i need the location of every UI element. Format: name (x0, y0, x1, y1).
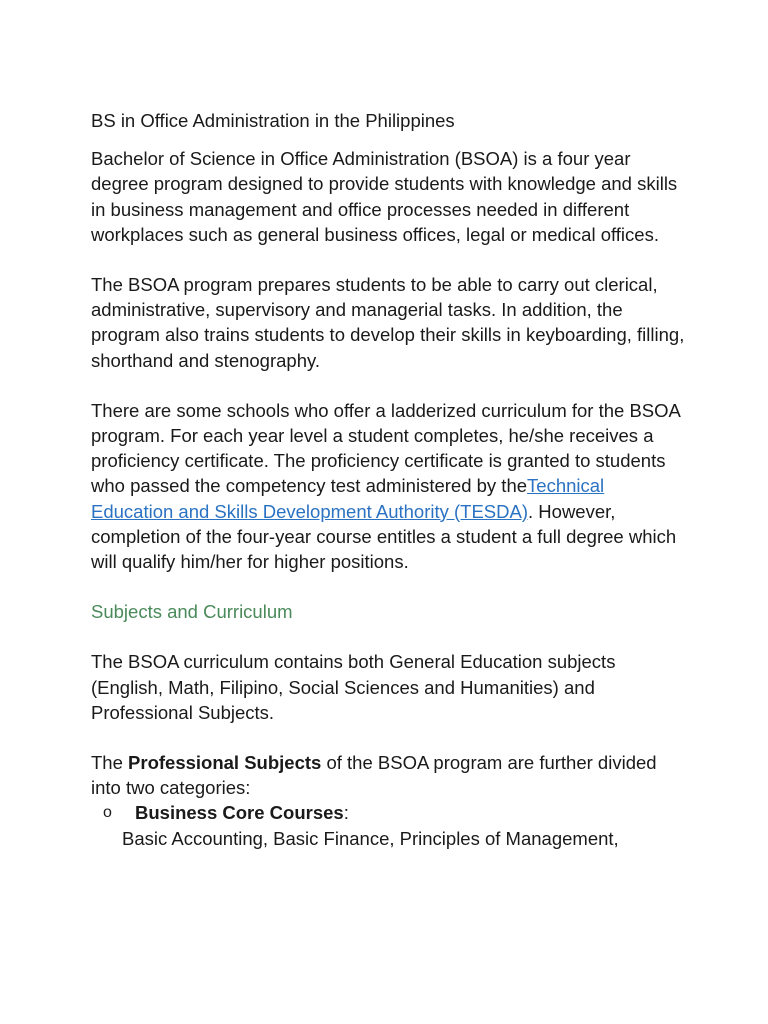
bullet-business-core (91, 800, 691, 825)
paragraph-curriculum: The BSOA curriculum contains both General Education subjects (English, Math, Filipino, Social Sciences and Humanities) and Professional Subjects. (91, 651, 616, 723)
paragraph-ladderized (91, 398, 691, 574)
ladderized-text-before: There are some schools who offer a ladderized curriculum for the BSOA program. For each year level a student completes, he/she receives a proficiency certificate. The proficiency certificate is granted to students who passed the competency test administered by the (91, 399, 680, 497)
bullet-marker-icon: o (103, 804, 112, 822)
document-page (91, 108, 691, 851)
professional-text-before: The (91, 752, 129, 774)
bullet-label: Business Core Courses (135, 802, 344, 824)
ladderized-text-after: . However, completion of the four-year course entitles a student a full degree which will qualify him/her for higher positions. (91, 500, 677, 573)
professional-text-after: of the BSOA program are further divided into two categories: (91, 752, 657, 799)
business-core-courses-list: Basic Accounting, Basic Finance, Principles of Management, (122, 827, 619, 849)
section-heading-subjects: Subjects and Curriculum (91, 601, 293, 623)
professional-subjects-bold: Professional Subjects (128, 752, 322, 774)
document-title: BS in Office Administration in the Philippines (91, 110, 455, 131)
tesda-link[interactable]: Technical Education and Skills Development Authority (TESDA) (91, 475, 605, 522)
paragraph-program-prepares: The BSOA program prepares students to be able to carry out clerical, administrative, supervisory and managerial tasks. In addition, the program also trains students to develop their skills in keyboarding, filling, shorthand and stenography. (91, 274, 685, 371)
paragraph-intro: Bachelor of Science in Office Administration (BSOA) is a four year degree program designed to provide students with knowledge and skills in business management and office processes needed in different workplaces such as general business offices, legal or medical offices. (91, 148, 678, 245)
bullet-colon: : (343, 802, 349, 824)
paragraph-professional-subjects (91, 750, 691, 800)
